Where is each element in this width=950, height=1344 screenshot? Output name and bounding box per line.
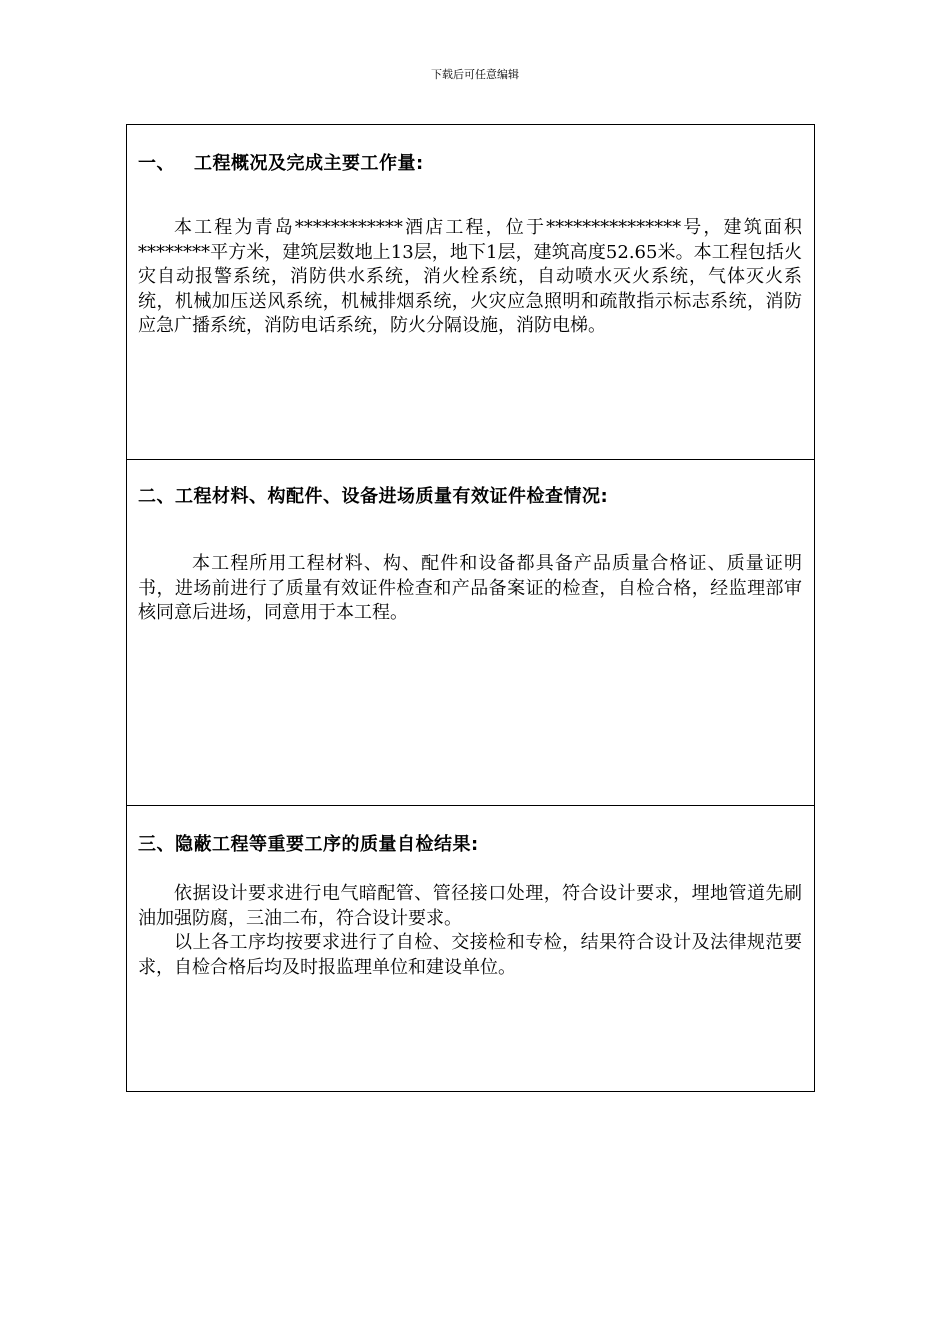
section-materials-inspection <box>127 460 814 806</box>
section-title-text: 工程材料、构配件、设备进场质量有效证件检查情况: <box>175 486 609 507</box>
paragraph: 以上各工序均按要求进行了自检、交接检和专检，结果符合设计及法律规范要求，自检合格后均及时报监理单位和建设单位。 <box>138 932 802 978</box>
paragraph: 依据设计要求进行电气暗配管、管径接口处理，符合设计要求，埋地管道先刷油加强防腐，三油二布，符合设计要求。 <box>138 883 802 929</box>
paragraph: 本工程为青岛************酒店工程，位于***************号，建筑面积********平方米，建筑层数地上13层，地下1层，建筑高度52.65米。本工程包括火灾自动报警系统，消防供水系统，消火栓系统，自动喷水灭火系统，气体灭火系统，机械加压送风系统，机械排烟系统，火灾应急照明和疏散指示标志系统，消防应急广播系统，消防电话系统，防火分隔设施，消防电梯。 <box>138 217 802 336</box>
section-number: 二、 <box>138 486 175 507</box>
section-project-overview <box>127 125 814 460</box>
section-title <box>138 460 802 509</box>
section-body <box>138 882 802 980</box>
section-body <box>138 552 802 626</box>
section-title <box>138 125 802 176</box>
section-concealed-works-results <box>127 806 814 1091</box>
section-body <box>138 216 802 339</box>
section-number: 一、 <box>138 153 175 174</box>
section-title-text: 隐蔽工程等重要工序的质量自检结果: <box>175 834 479 855</box>
section-number: 三、 <box>138 834 175 855</box>
quality-report-form <box>126 124 815 1092</box>
paragraph: 本工程所用工程材料、构、配件和设备都具备产品质量合格证、质量证明书，进场前进行了质量有效证件检查和产品备案证的检查，自检合格，经监理部审核同意后进场，同意用于本工程。 <box>138 553 802 623</box>
section-title <box>138 806 802 857</box>
section-title-text: 工程概况及完成主要工作量: <box>194 153 424 174</box>
page-header: 下载后可任意编辑 <box>431 68 519 81</box>
